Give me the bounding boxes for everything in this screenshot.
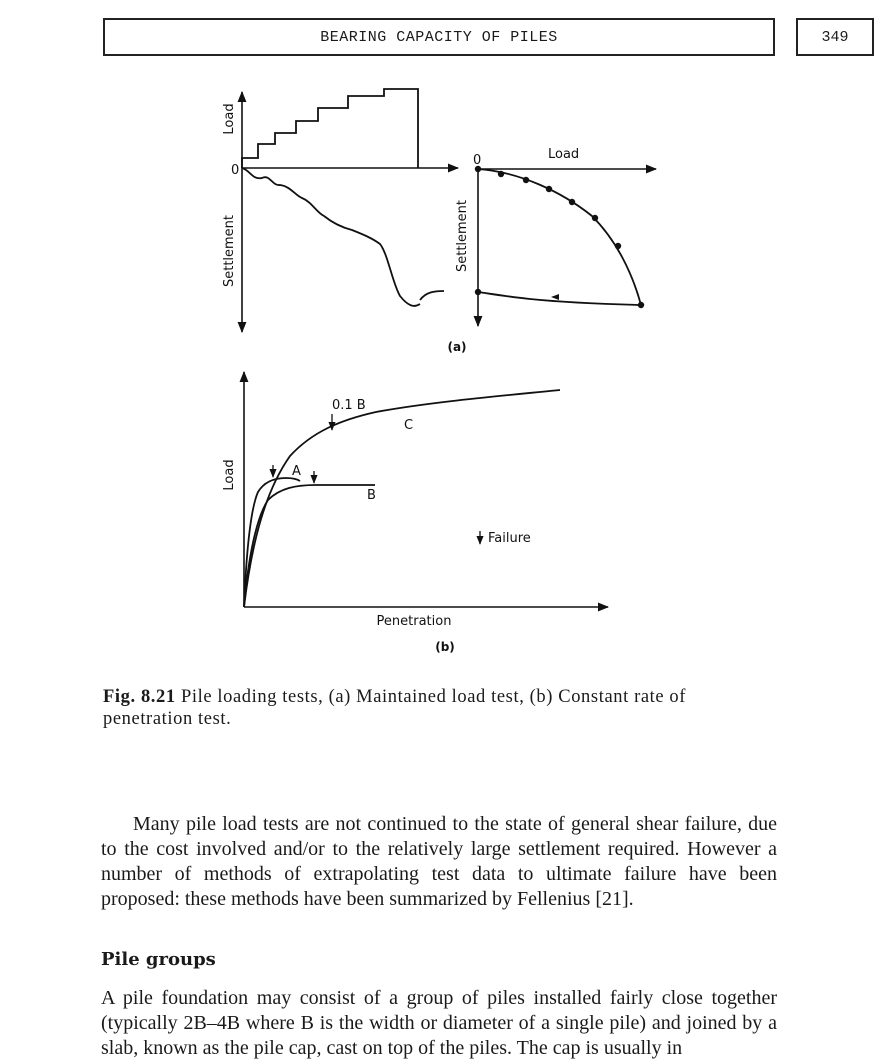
panel-b-load-axis-label: Load: [222, 459, 237, 491]
panel-b-label: (b): [435, 640, 455, 654]
section-heading-pile-groups: Pile groups: [101, 949, 216, 970]
unloading-direction-arrow: [551, 294, 559, 300]
load-point: [475, 289, 481, 295]
figure-caption-label: Fig. 8.21: [103, 687, 176, 707]
failure-legend: [480, 531, 531, 546]
panel-a-load-settlement-time-plot: [222, 89, 458, 332]
marker-label-0-1b: 0.1 B: [332, 398, 366, 413]
panel-a-load-settlement-plot: [455, 147, 656, 326]
loading-curve: [478, 169, 641, 305]
load-point: [546, 186, 552, 192]
load-point: [638, 302, 644, 308]
load-step-curve: [242, 89, 418, 168]
panel-a-right-origin-label: 0: [473, 153, 482, 168]
panel-b-penetration-axis-label: Penetration: [376, 614, 452, 629]
curve-c-label: C: [404, 418, 414, 433]
load-point: [615, 243, 621, 249]
failure-legend-label: Failure: [488, 531, 531, 546]
panel-b-load-penetration-plot: [222, 372, 608, 629]
curve-b: [244, 485, 375, 607]
body-paragraph-1: Many pile load tests are not continued to the state of general shear failure, due to the cost involved and/or to the relatively large settlement required. However a number of methods of extrapolating test data to ultimate failure have been proposed: these methods have been summarized by Fellenius [21].: [101, 813, 777, 910]
page-number: 349: [821, 28, 849, 46]
load-increment-points: [475, 166, 644, 308]
panel-a-left-load-axis-label: Load: [222, 103, 237, 135]
curve-c: [244, 390, 560, 607]
unloading-curve: [478, 292, 641, 305]
curve-a-label: A: [292, 464, 301, 479]
panel-a-right-load-axis-label: Load: [548, 147, 580, 162]
figure-caption: [103, 686, 777, 730]
panel-a-left-settlement-axis-label: Settlement: [222, 214, 237, 288]
load-point: [498, 171, 504, 177]
load-point: [592, 215, 598, 221]
body-paragraph-2: A pile foundation may consist of a group of piles installed fairly close together (typically 2B–4B where B is the width or diameter of a single pile) and joined by a slab, known as the pile cap, cast on top of the piles. The cap is usually in: [101, 987, 777, 1059]
load-point: [569, 199, 575, 205]
panel-a-label: (a): [447, 340, 467, 354]
load-point: [523, 177, 529, 183]
settlement-time-curve: [242, 168, 444, 306]
panel-a-left-origin-label: 0: [231, 163, 240, 178]
curve-b-label: B: [367, 488, 376, 503]
figure-caption-text: Pile loading tests, (a) Maintained load test, (b) Constant rate of penetration test.: [103, 687, 687, 729]
running-header-title: BEARING CAPACITY OF PILES: [320, 28, 558, 46]
panel-a-right-settlement-axis-label: Settlement: [455, 199, 470, 273]
